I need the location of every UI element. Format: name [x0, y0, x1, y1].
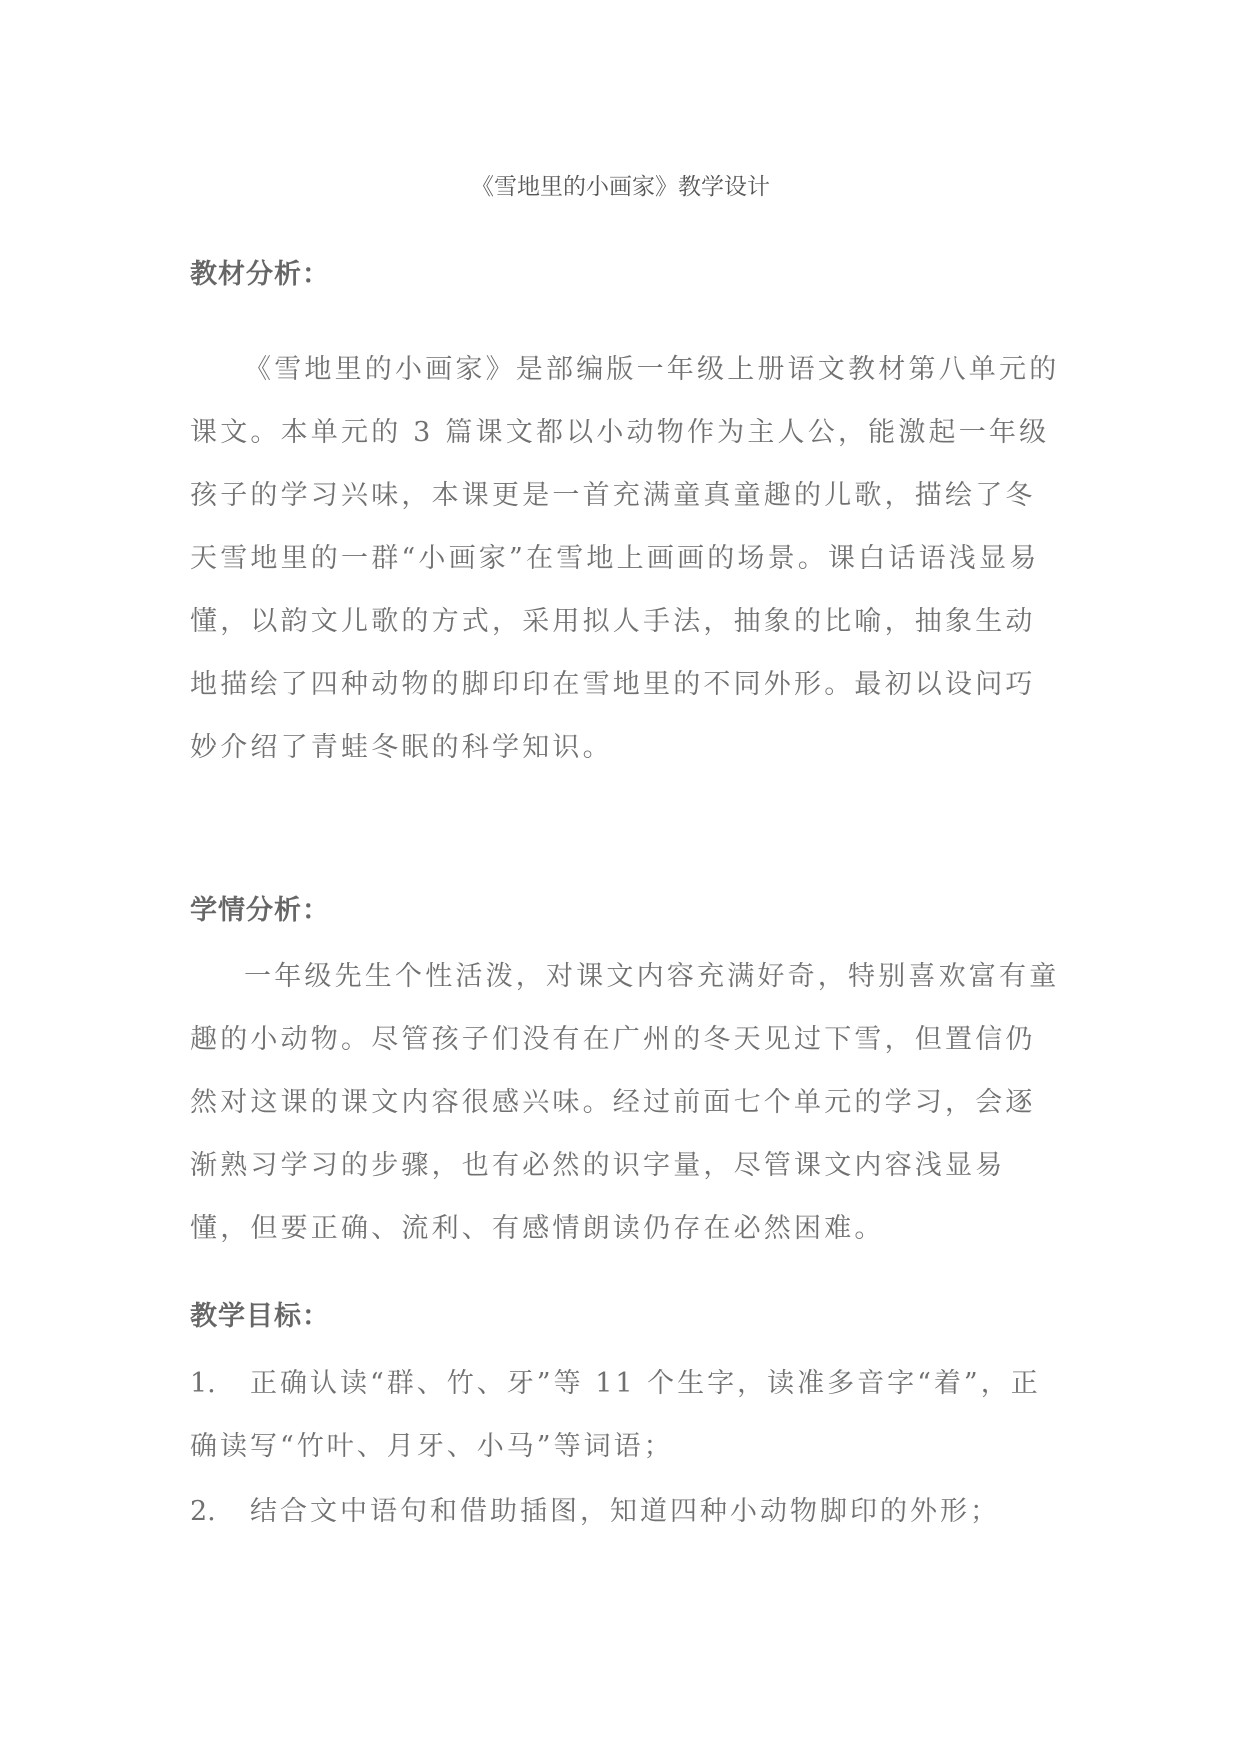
section-heading-material-analysis: 教材分析： [190, 259, 330, 290]
list-item-text: 结合文中语句和借助插图，知道四种小动物脚印的外形； [250, 1496, 1000, 1527]
list-number: 2. [190, 1496, 216, 1527]
teaching-goal-item-2 [190, 1480, 1060, 1543]
section-heading-student-analysis: 学情分析： [190, 895, 330, 926]
material-analysis-paragraph: 《雪地里的小画家》是部编版一年级上册语文教材第八单元的课文。本单元的 3 篇课文都以小动物作为主人公，能激起一年级孩子的学习兴味，本课更是一首充满童真童趣的儿歌，描绘了冬天雪地里的一群“小画家”在雪地上画画的场景。课白话语浅显易懂，以韵文儿歌的方式，采用拟人手法，抽象的比喻，抽象生动地描绘了四种动物的脚印印在雪地里的不同外形。最初以设问巧妙介绍了青蛙冬眠的科学知识。 [190, 354, 1060, 763]
section-heading-teaching-goals: 教学目标： [190, 1301, 330, 1332]
list-number: 1. [190, 1368, 216, 1399]
list-item-text: 正确认读“群、竹、牙”等 11 个生字，读准多音字“着”，正确读写“竹叶、月牙、小马”等词语； [190, 1368, 1041, 1462]
student-analysis-paragraph: 一年级先生个性活泼，对课文内容充满好奇，特别喜欢富有童趣的小动物。尽管孩子们没有在广州的冬天见过下雪，但置信仍然对这课的课文内容很感兴味。经过前面七个单元的学习，会逐渐熟习学习的步骤，也有必然的识字量，尽管课文内容浅显易懂，但要正确、流利、有感情朗读仍存在必然困难。 [190, 961, 1060, 1244]
teaching-goal-item-1 [190, 1352, 1060, 1478]
document-title: 《雪地里的小画家》教学设计 [471, 174, 770, 200]
